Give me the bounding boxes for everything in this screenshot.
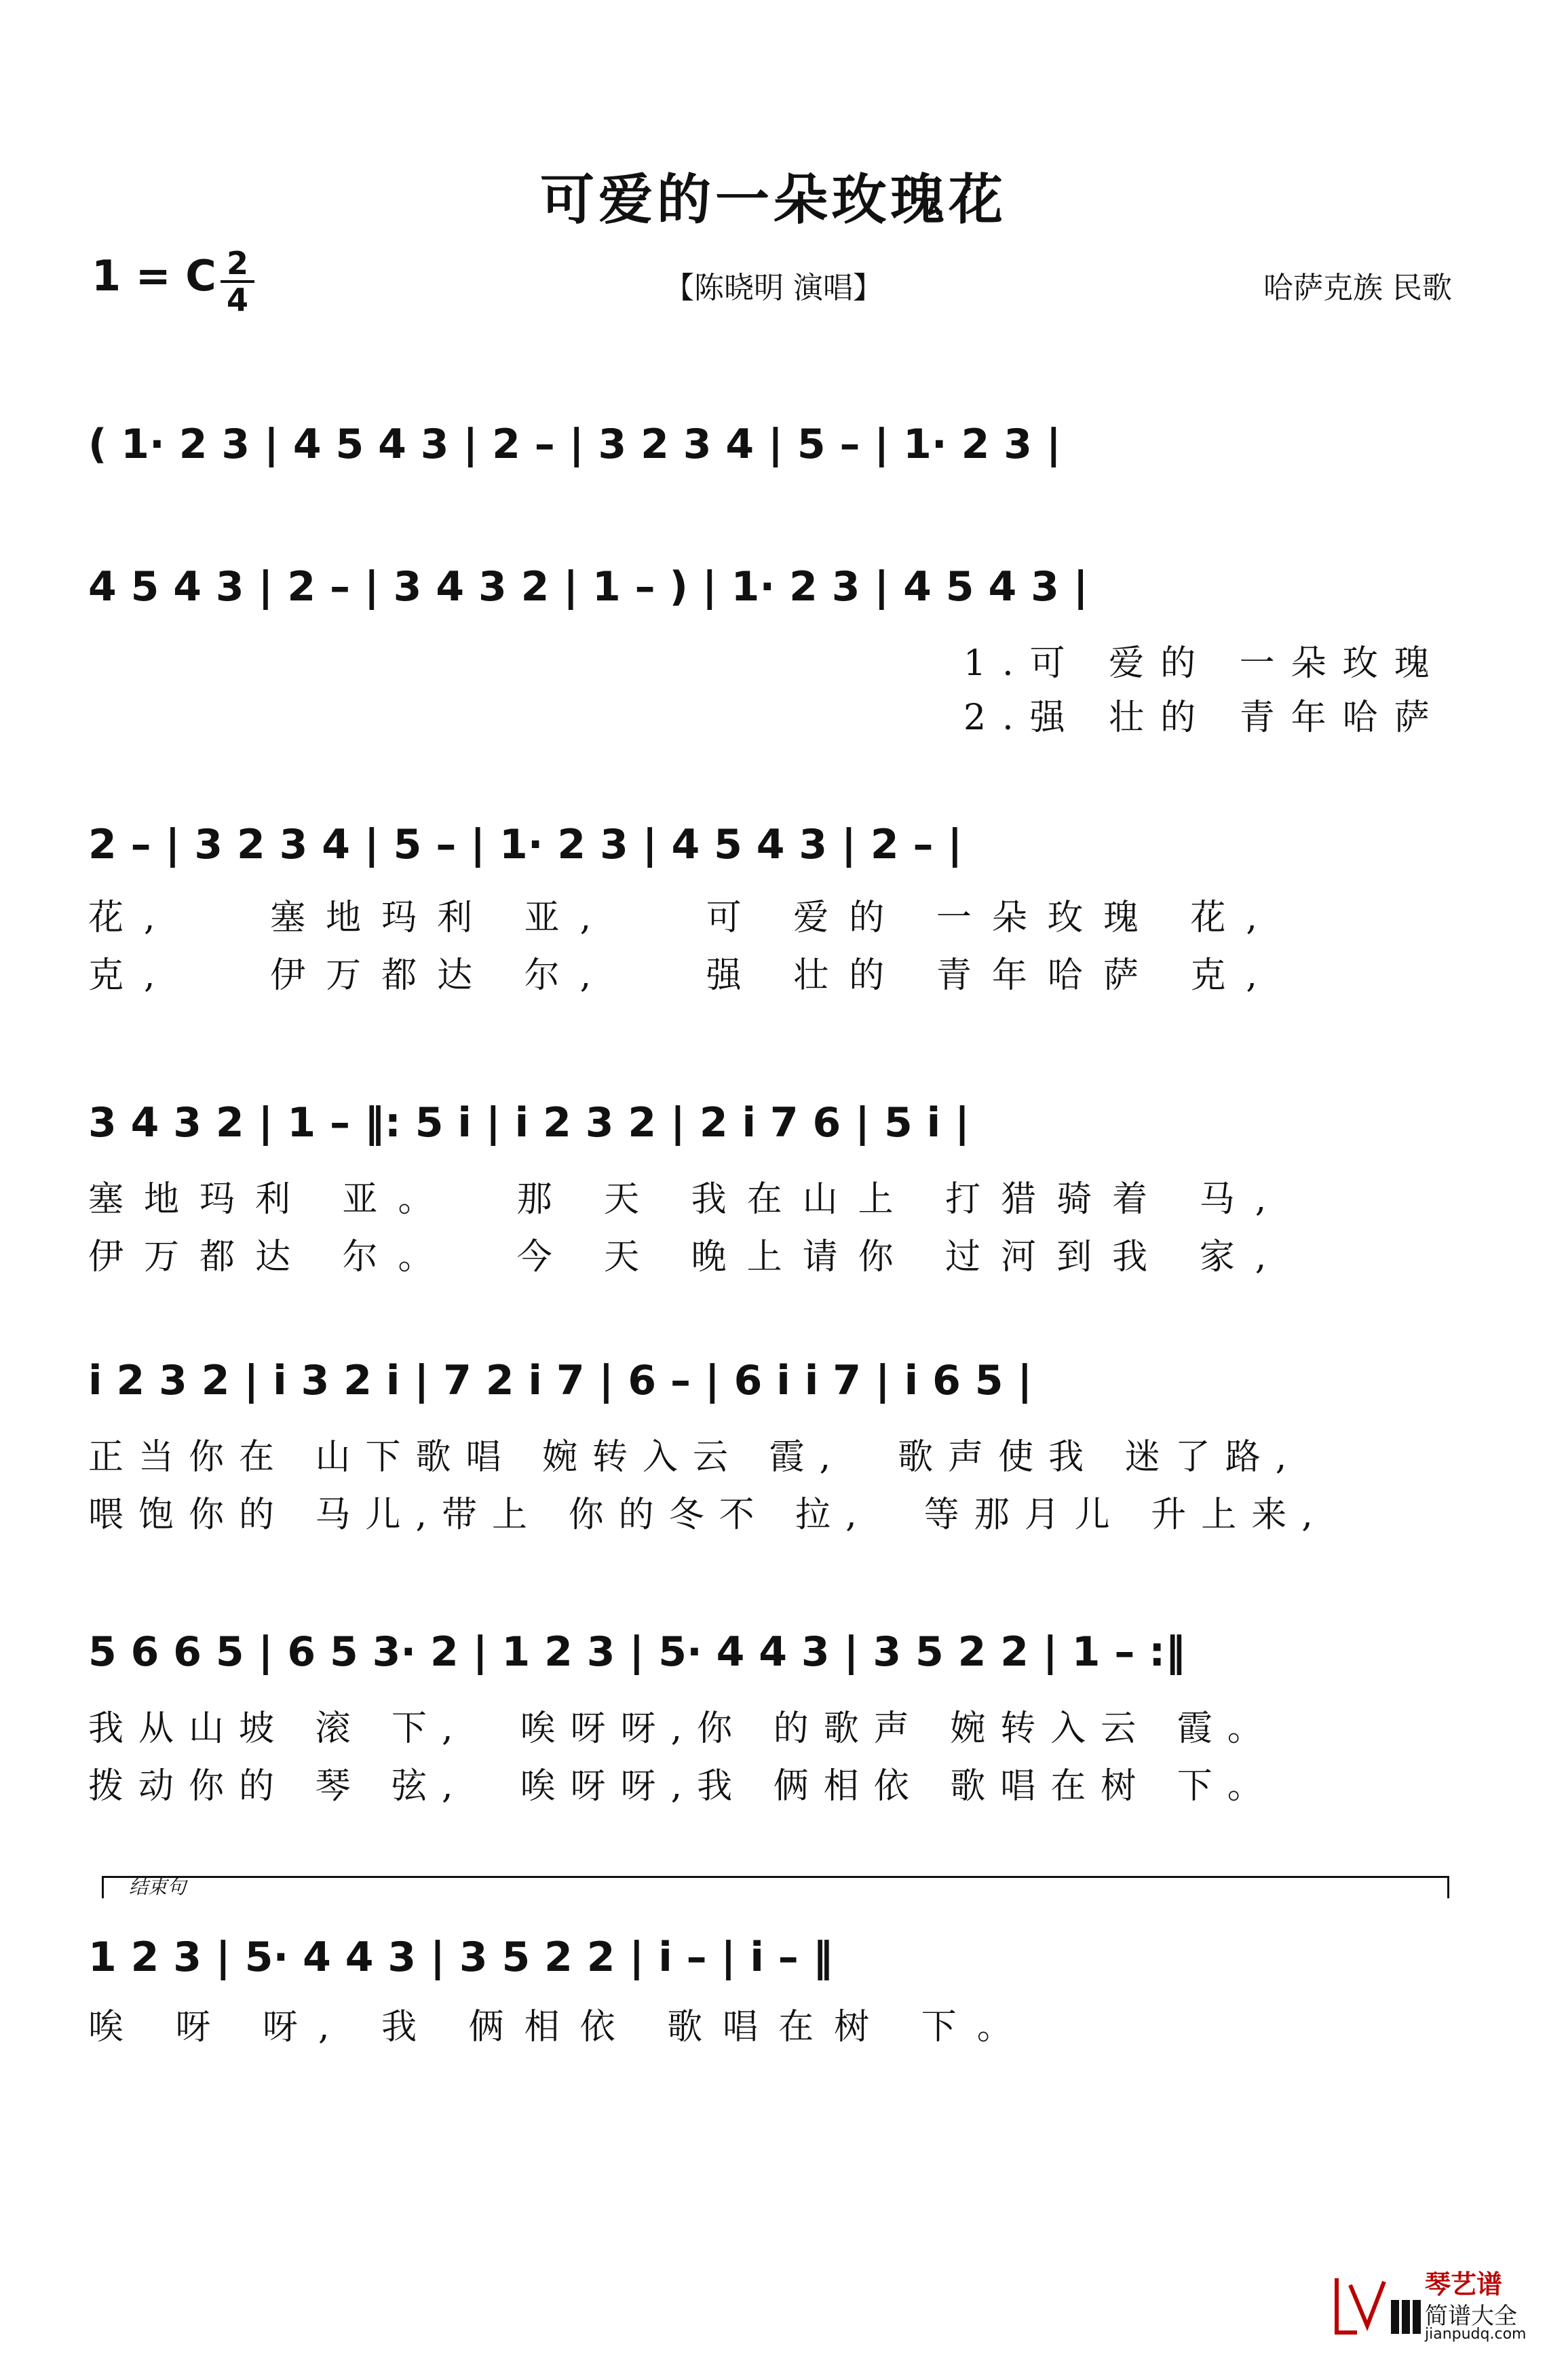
logo-title: 琴艺谱 — [1425, 2269, 1503, 2299]
lyrics-line-4-verse-1: 塞地玛利 亚。 那 天 我在山上 打猎骑着 马, — [88, 1179, 1287, 1220]
lyrics-line-3-verse-2: 克, 伊万都达 尔, 强 壮的 青年哈萨 克, — [88, 955, 1278, 996]
notation-line-6: 5 6 6 5 | 6 5 3· 2 | 1 2 3 | 5· 4 4 3 | 3 5 2 2 | 1 – :‖ — [88, 1628, 1186, 1676]
singer-credit: 【陈晓明 演唱】 — [664, 271, 883, 305]
site-logo — [1330, 2258, 1527, 2360]
notation-line-4: 3 4 3 2 | 1 – ‖: 5 i | i 2 3 2 | 2 i 7 6 | 5 i | — [88, 1099, 970, 1147]
lyrics-line-6-verse-2: 拨动你的 琴 弦, 唉呀呀,我 俩相依 歌唱在树 下。 — [88, 1766, 1278, 1807]
lyrics-line-6-verse-1: 我从山坡 滚 下, 唉呀呀,你 的歌声 婉转入云 霞。 — [88, 1708, 1278, 1749]
notation-line-5: i 2 3 2 | i 3 2 i | 7 2 i 7 | 6 – | 6 i i 7 | i 6 5 | — [88, 1357, 1033, 1404]
logo-subtitle: 简谱大全 — [1425, 2303, 1517, 2330]
notation-line-3: 2 – | 3 2 3 4 | 5 – | 1· 2 3 | 4 5 4 3 | 2 – | — [88, 821, 963, 868]
logo-url: jianpudq.com — [1425, 2326, 1527, 2343]
notation-line-7: 1 2 3 | 5· 4 4 3 | 3 5 2 2 | i – | i – ‖ — [88, 1934, 833, 1981]
lyrics-line-5-verse-2: 喂饱你的 马儿,带上 你的冬不 拉, 等那月儿 升上来, — [88, 1495, 1328, 1535]
notation-line-2: 4 5 4 3 | 2 – | 3 4 3 2 | 1 – ) | 1· 2 3 | 4 5 4 3 | — [88, 563, 1088, 611]
key-signature: 1 = C — [92, 251, 216, 301]
lyrics-line-7-verse-1: 唉 呀 呀, 我 俩相依 歌唱在树 下。 — [88, 2007, 1033, 2048]
lyrics-line-2-verse-1: 1.可 爱的 一朵玫瑰 — [963, 643, 1446, 684]
meter-top: 2 — [226, 245, 248, 282]
song-origin: 哈萨克族 民歌 — [1263, 271, 1452, 305]
ending-label: 结束句 — [129, 1876, 187, 1898]
ending-bracket — [102, 1876, 1449, 1898]
lyrics-line-3-verse-1: 花, 塞地玛利 亚, 可 爱的 一朵玫瑰 花, — [88, 898, 1278, 938]
lyrics-line-4-verse-2: 伊万都达 尔。 今 天 晚上请你 过河到我 家, — [88, 1237, 1287, 1278]
lyrics-line-5-verse-1: 正当你在 山下歌唱 婉转入云 霞, 歌声使我 迷了路, — [88, 1437, 1302, 1478]
song-title: 可爱的一朵玫瑰花 — [540, 168, 1007, 231]
lyrics-line-2-verse-2: 2.强 壮的 青年哈萨 — [963, 697, 1446, 738]
meter-bottom: 4 — [226, 282, 248, 318]
notation-line-1: ( 1· 2 3 | 4 5 4 3 | 2 – | 3 2 3 4 | 5 – | 1· 2 3 | — [88, 421, 1061, 468]
